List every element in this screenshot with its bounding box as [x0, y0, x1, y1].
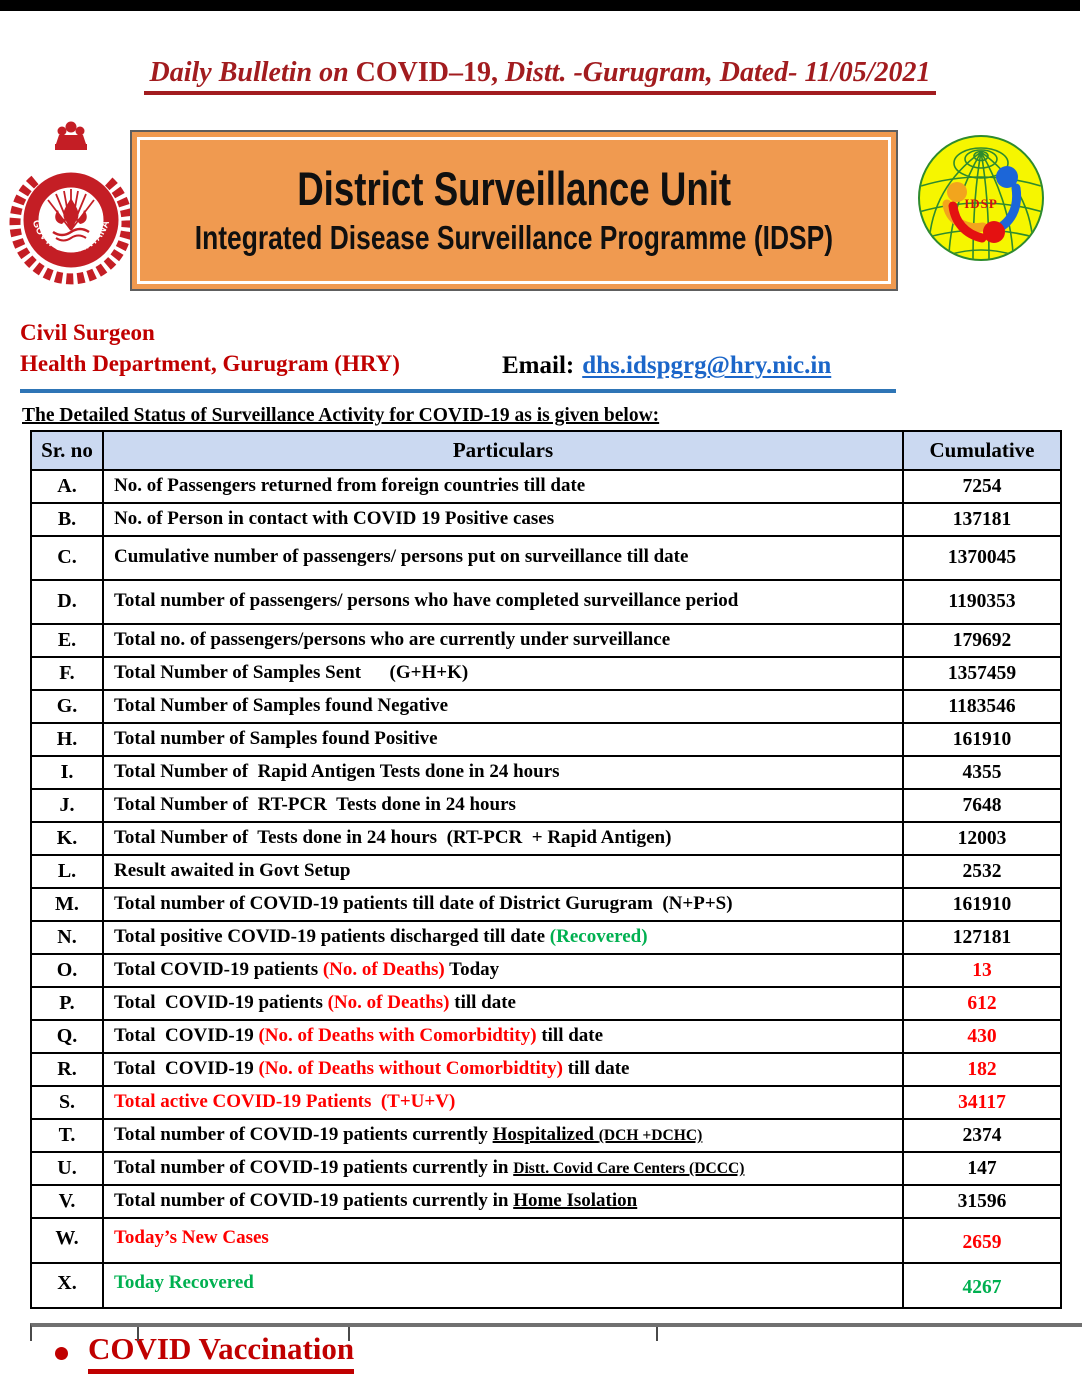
contact-office-line2: Health Department, Gurugram (HRY): [20, 351, 400, 377]
particulars-segment: Total active COVID-19 Patients (T+U+V): [114, 1091, 456, 1113]
idsp-logo-label: IDSP: [964, 196, 998, 212]
covid-vaccination-heading: COVID Vaccination: [88, 1332, 354, 1374]
particulars-segment: Total positive COVID-19 patients discharged till date: [114, 926, 550, 948]
header-divider-rule: [20, 389, 896, 393]
bullet-icon: [55, 1347, 68, 1360]
table-row: [31, 723, 1061, 756]
idsp-globe-icon: [914, 128, 1048, 295]
row-particulars: [103, 822, 903, 855]
row-value: 612: [903, 987, 1061, 1020]
particulars-segment: (No. of Deaths without Comorbidtity): [258, 1058, 563, 1080]
row-particulars: [103, 954, 903, 987]
row-particulars: [103, 536, 903, 580]
table-intro: The Detailed Status of Surveillance Activity for COVID-19 as is given below:: [22, 405, 660, 427]
row-letter: W.: [31, 1218, 103, 1263]
email-row: [502, 352, 831, 380]
row-letter: F.: [31, 657, 103, 690]
emblem-caption: GOVT. OF HARYANA: [29, 218, 113, 256]
row-value: 1357459: [903, 657, 1061, 690]
table-row: [31, 1263, 1061, 1308]
row-letter: L.: [31, 855, 103, 888]
particulars-segment: Total COVID-19: [114, 1058, 259, 1080]
row-particulars: [103, 1053, 903, 1086]
surveillance-table: [30, 430, 1062, 1309]
particulars-segment: till date: [536, 1025, 604, 1047]
row-value: 2532: [903, 855, 1061, 888]
table-row: [31, 1119, 1061, 1152]
row-value: 7648: [903, 789, 1061, 822]
table-row: [31, 1185, 1061, 1218]
particulars-segment: Today’s New Cases: [114, 1227, 269, 1249]
particulars-segment: (DCH +DCHC): [598, 1127, 703, 1145]
row-letter: U.: [31, 1152, 103, 1185]
particulars-segment: Result awaited in Govt Setup: [114, 860, 351, 882]
particulars-segment: Total Number of Samples Sent (G+H+K): [114, 662, 469, 684]
particulars-segment: Home Isolation: [513, 1190, 638, 1212]
particulars-segment: Total COVID-19 patients: [114, 959, 323, 981]
table-row: [31, 822, 1061, 855]
particulars-segment: Total number of COVID-19 patients till date of District Gurugram (N+P+S): [114, 893, 733, 915]
haryana-emblem-icon: [6, 114, 136, 295]
table-row: [31, 503, 1061, 536]
row-particulars: [103, 723, 903, 756]
table-row: [31, 789, 1061, 822]
particulars-segment: till date: [562, 1058, 630, 1080]
particulars-segment: (Recovered): [549, 926, 648, 948]
row-particulars: [103, 888, 903, 921]
table-row: [31, 1152, 1061, 1185]
row-value: 31596: [903, 1185, 1061, 1218]
row-particulars: [103, 987, 903, 1020]
surveillance-table-body: [31, 470, 1061, 1308]
row-letter: N.: [31, 921, 103, 954]
table-row: [31, 657, 1061, 690]
row-value: 4355: [903, 756, 1061, 789]
row-value: 4267: [903, 1263, 1061, 1308]
row-letter: C.: [31, 536, 103, 580]
row-letter: R.: [31, 1053, 103, 1086]
row-letter: M.: [31, 888, 103, 921]
row-value: 1190353: [903, 580, 1061, 624]
particulars-segment: Cumulative number of passengers/ persons put on surveillance till date: [114, 546, 689, 568]
header-particulars: Particulars: [103, 431, 903, 470]
table-row: [31, 690, 1061, 723]
table-row: [31, 954, 1061, 987]
row-value: 13: [903, 954, 1061, 987]
row-particulars: [103, 580, 903, 624]
table-row: [31, 1218, 1061, 1263]
table-row: [31, 470, 1061, 503]
row-letter: T.: [31, 1119, 103, 1152]
table-row: [31, 536, 1061, 580]
table-row: [31, 888, 1061, 921]
table-header-row: [31, 431, 1061, 470]
row-letter: D.: [31, 580, 103, 624]
table-row: [31, 1020, 1061, 1053]
particulars-segment: (No. of Deaths): [322, 959, 445, 981]
row-letter: E.: [31, 624, 103, 657]
particulars-segment: No. of Passengers returned from foreign countries till date: [114, 475, 586, 497]
row-letter: I.: [31, 756, 103, 789]
row-value: 34117: [903, 1086, 1061, 1119]
vaccination-table-cell: [656, 1327, 1082, 1341]
vaccination-table-top-edge: [30, 1323, 1082, 1341]
row-particulars: [103, 657, 903, 690]
row-letter: A.: [31, 470, 103, 503]
row-particulars: [103, 624, 903, 657]
row-value: 137181: [903, 503, 1061, 536]
table-row: [31, 756, 1061, 789]
email-label: Email:: [502, 352, 575, 380]
row-particulars: [103, 855, 903, 888]
row-particulars: [103, 503, 903, 536]
table-row: [31, 580, 1061, 624]
row-letter: P.: [31, 987, 103, 1020]
particulars-segment: Total Number of Samples found Negative: [114, 695, 449, 717]
row-value: 161910: [903, 723, 1061, 756]
particulars-segment: till date: [449, 992, 516, 1014]
header-band: [0, 118, 1080, 295]
idsp-banner: [130, 130, 898, 291]
row-value: 12003: [903, 822, 1061, 855]
top-black-bar: [0, 0, 1080, 11]
vaccination-table-cell: [137, 1327, 348, 1341]
row-letter: B.: [31, 503, 103, 536]
particulars-segment: Total Number of Rapid Antigen Tests done in 24 hours: [114, 761, 560, 783]
row-letter: J.: [31, 789, 103, 822]
title-segment: Daily Bulletin on: [149, 56, 356, 88]
row-letter: V.: [31, 1185, 103, 1218]
row-particulars: [103, 1020, 903, 1053]
contact-office-line1: Civil Surgeon: [20, 320, 155, 346]
row-letter: Q.: [31, 1020, 103, 1053]
particulars-segment: (No. of Deaths with Comorbidtity): [258, 1025, 537, 1047]
row-value: 179692: [903, 624, 1061, 657]
row-value: 1183546: [903, 690, 1061, 723]
row-particulars: [103, 690, 903, 723]
particulars-segment: Total COVID-19 patients: [114, 992, 328, 1014]
row-value: 161910: [903, 888, 1061, 921]
row-letter: G.: [31, 690, 103, 723]
row-particulars: [103, 1152, 903, 1185]
title-segment: Distt. -Gurugram, Dated- 11/05/2021: [505, 56, 931, 88]
particulars-segment: Today: [444, 959, 500, 981]
particulars-segment: Total number of COVID-19 patients currently: [114, 1124, 493, 1146]
particulars-segment: Total no. of passengers/persons who are currently under surveillance: [114, 629, 671, 651]
particulars-segment: Hospitalized: [492, 1124, 599, 1146]
row-particulars: [103, 1086, 903, 1119]
row-value: 2659: [903, 1218, 1061, 1263]
row-letter: X.: [31, 1263, 103, 1308]
row-particulars: [103, 1185, 903, 1218]
row-value: 182: [903, 1053, 1061, 1086]
row-letter: S.: [31, 1086, 103, 1119]
row-value: 430: [903, 1020, 1061, 1053]
particulars-segment: Distt. Covid Care Centers (DCCC): [513, 1160, 745, 1178]
table-row: [31, 1053, 1061, 1086]
table-row: [31, 855, 1061, 888]
row-particulars: [103, 1119, 903, 1152]
particulars-segment: Total number of COVID-19 patients currently in: [114, 1157, 514, 1179]
header-cumulative: Cumulative: [903, 431, 1061, 470]
particulars-segment: Total number of Samples found Positive: [114, 728, 438, 750]
row-value: 2374: [903, 1119, 1061, 1152]
header-sr-no: Sr. no: [31, 431, 103, 470]
page-title: [144, 56, 937, 96]
particulars-segment: Total number of COVID-19 patients currently in: [114, 1190, 514, 1212]
table-row: [31, 624, 1061, 657]
row-letter: K.: [31, 822, 103, 855]
row-letter: H.: [31, 723, 103, 756]
row-particulars: [103, 756, 903, 789]
row-particulars: [103, 921, 903, 954]
email-link[interactable]: dhs.idspgrg@hry.nic.in: [582, 352, 832, 380]
row-particulars: [103, 1263, 903, 1308]
row-value: 1370045: [903, 536, 1061, 580]
vaccination-table-cell: [32, 1327, 137, 1341]
vaccination-table-cell: [348, 1327, 656, 1341]
banner-title: District Surveillance Unit: [297, 162, 731, 216]
particulars-segment: Total Number of RT-PCR Tests done in 24 hours: [114, 794, 516, 816]
row-value: 147: [903, 1152, 1061, 1185]
particulars-segment: Total number of passengers/ persons who have completed surveillance period: [114, 590, 739, 612]
row-particulars: [103, 470, 903, 503]
row-particulars: [103, 1218, 903, 1263]
particulars-segment: No. of Person in contact with COVID 19 Positive cases: [114, 508, 555, 530]
particulars-segment: Today Recovered: [114, 1272, 254, 1294]
row-letter: O.: [31, 954, 103, 987]
contact-block: [20, 317, 1080, 381]
table-row: [31, 987, 1061, 1020]
table-row: [31, 921, 1061, 954]
row-value: 7254: [903, 470, 1061, 503]
banner-subtitle: Integrated Disease Surveillance Programme (IDSP): [194, 219, 834, 257]
table-row: [31, 1086, 1061, 1119]
row-value: 127181: [903, 921, 1061, 954]
particulars-segment: (No. of Deaths): [327, 992, 450, 1014]
title-segment: COVID–19,: [355, 56, 505, 88]
row-particulars: [103, 789, 903, 822]
particulars-segment: Total COVID-19: [114, 1025, 259, 1047]
particulars-segment: Total Number of Tests done in 24 hours (RT-PCR + Rapid Antigen): [114, 827, 672, 849]
